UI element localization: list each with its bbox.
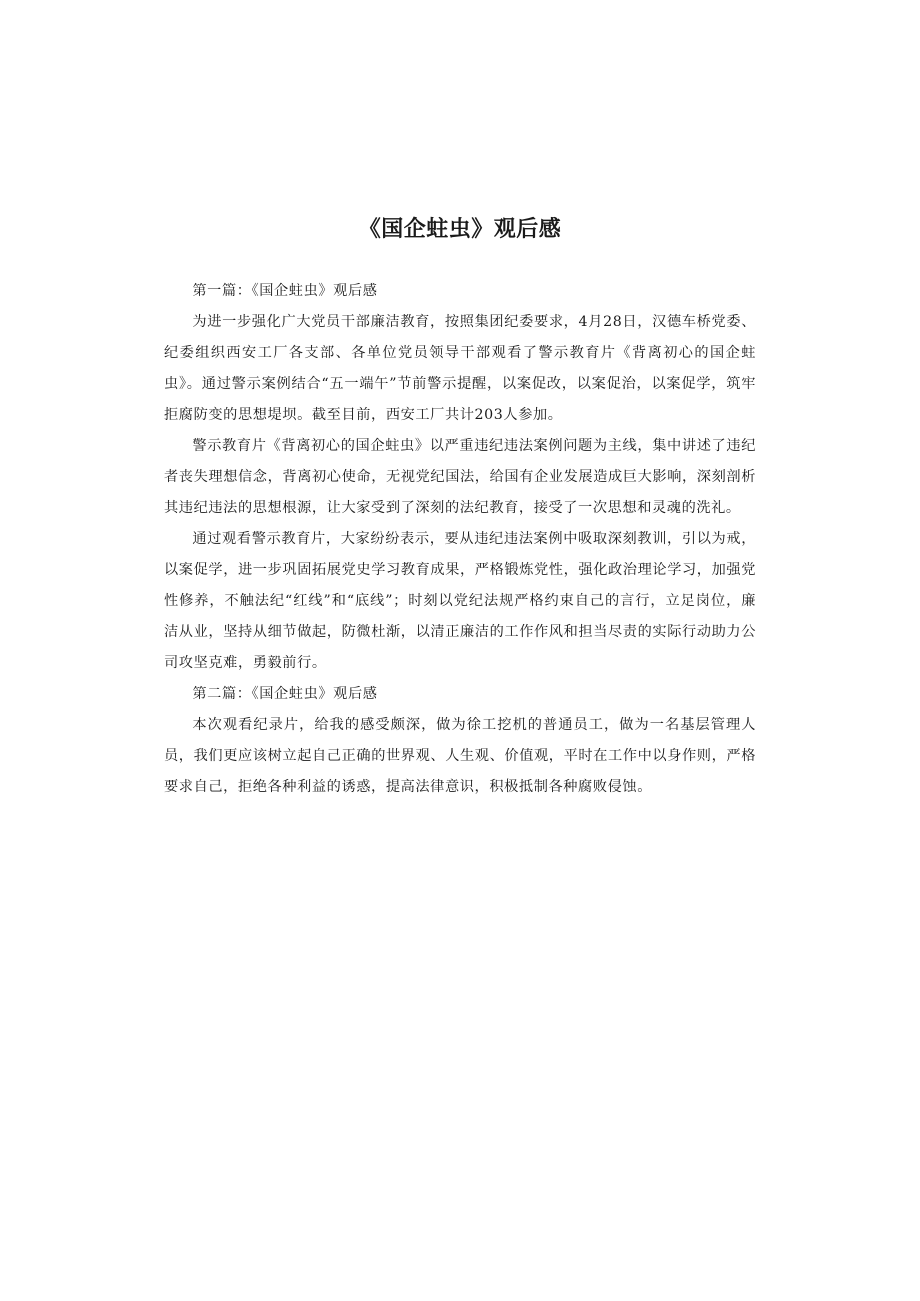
section-heading-2: 第二篇：《国企蛀虫》观后感 xyxy=(192,686,378,702)
paragraph-1: 为进一步强化广大党员干部廉洁教育，按照集团纪委要求，4月28日，汉德车桥党委、纪委组织西安工厂各支部、各单位党员领导干部观看了警示教育片《背离初心的国企蛀虫》。通过警示案例结合“五一端午”节前警示提醒，以案促改，以案促治，以案促学，筑牢拒腐防变的思想堤坝。截至目前，西安工厂共计203人参加。 xyxy=(164,314,756,423)
document-title: 《国企蛀虫》观后感 xyxy=(358,217,562,242)
paragraph-2: 警示教育片《背离初心的国企蛀虫》以严重违纪违法案例问题为主线，集中讲述了违纪者丧失理想信念，背离初心使命，无视党纪国法，给国有企业发展造成巨大影响，深刻剖析其违纪违法的思想根源，让大家受到了深刻的法纪教育，接受了一次思想和灵魂的洗礼。 xyxy=(164,438,756,516)
section-heading-1: 第一篇：《国企蛀虫》观后感 xyxy=(192,283,378,299)
paragraph-3: 通过观看警示教育片，大家纷纷表示，要从违纪违法案例中吸取深刻教训，引以为戒，以案促学，进一步巩固拓展党史学习教育成果，严格锻炼党性，强化政治理论学习，加强党性修养，不触法纪“红线”和“底线”；时刻以党纪法规严格约束自己的言行，立足岗位，廉洁从业，坚持从细节做起，防微杜渐，以清正廉洁的工作作风和担当尽责的实际行动助力公司攻坚克难，勇毅前行。 xyxy=(164,531,756,671)
document-body xyxy=(164,276,756,803)
paragraph-4: 本次观看纪录片，给我的感受颇深，做为徐工挖机的普通员工，做为一名基层管理人员，我们更应该树立起自己正确的世界观、人生观、价值观，平时在工作中以身作则，严格要求自己，拒绝各种利益的诱惑，提高法律意识，积极抵制各种腐败侵蚀。 xyxy=(164,717,756,795)
